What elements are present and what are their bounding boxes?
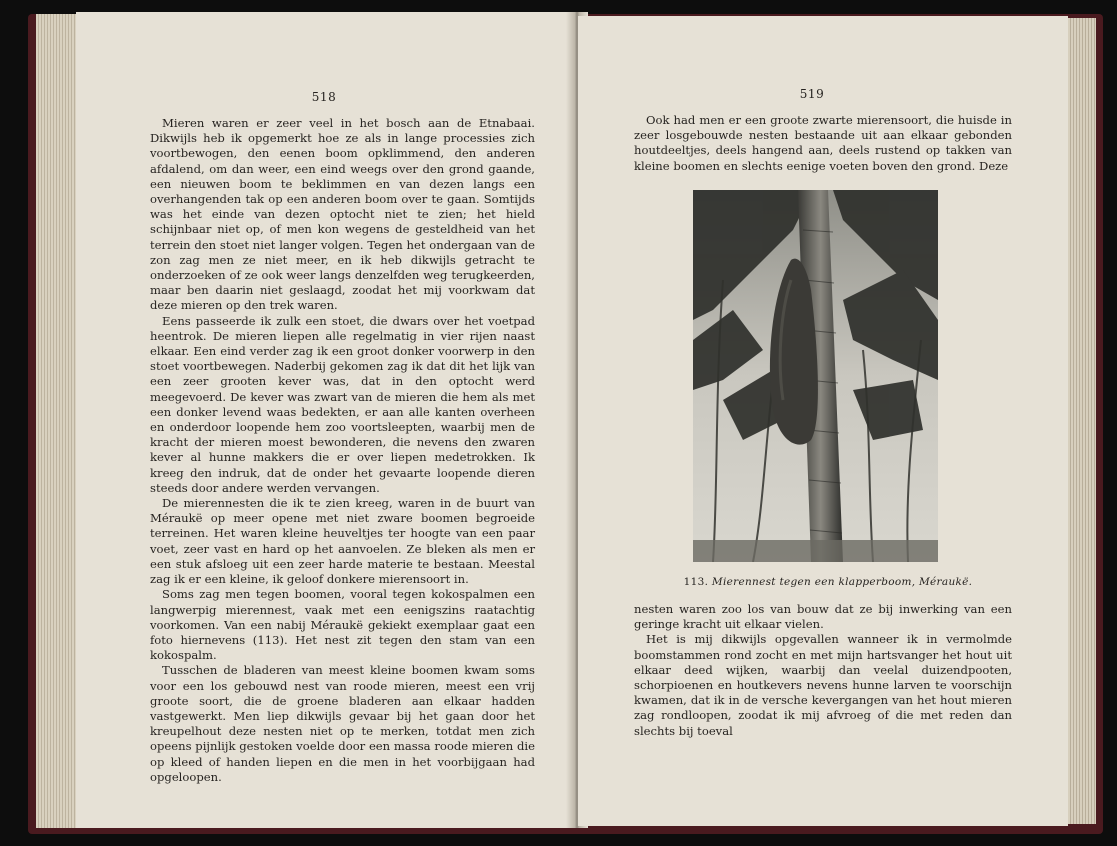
paragraph: Mieren waren er zeer veel in het bosch aan de Etnabaai. Dikwijls heb ik opgemerkt hoe ze als in lange processies zich voortbewogen, den eenen boom opklimmend, den anderen afdalend, om dan weer, een eind weegs over den grond gaande, een nieuwen boom te beklimmen en van dezen langs een overhangenden tak op een anderen boom over te gaan. Somtijds was het einde van dezen optocht niet te zien; het hield schijnbaar niet op, of men kon wegens de gesteldheid van het terrein den stoet niet langer volgen. Tegen het ondergaan van de zon zag men ze niet meer, en ik heb dikwijls getracht te onderzoeken of ze ook weer langs denzelfden weg terugkeerden, maar ben daarin niet geslaagd, zoodat het mij voorkwam dat deze mieren op den trek waren.	[150, 116, 535, 313]
figure-caption	[638, 576, 1018, 588]
palm-tree-photo-illustration	[693, 190, 938, 562]
left-page	[76, 12, 575, 828]
paragraph: Eens passeerde ik zulk een stoet, die dwars over het voetpad heentrok. De mieren liepen alle regelmatig in vier rijen naast elkaar. Een eind verder zag ik een groot donker voorwerp in den stoet voortbewegen. Naderbij gekomen zag ik dat dit het lijk van een zeer grooten kever was, dat in den optocht werd meegevoerd. De kever was zwart van de mieren die hem als met een donker levend waas bedekten, er aan alle kanten overheen en onderdoor loopende hem zoo voortsleepten, waarbij men de kracht der mieren moest bewonderen, die nevens den zwaren kever al hunne makkers die er over liepen medetrokken. Ik kreeg den indruk, dat de onder het gevaarte loopende dieren steeds door andere werden vervangen.	[150, 313, 535, 495]
left-page-number: 518	[311, 90, 337, 104]
left-page-body	[150, 116, 535, 785]
right-page	[578, 16, 1068, 826]
paragraph: Soms zag men tegen boomen, vooral tegen kokospalmen een langwerpig mierennest, vaak met een eenigszins raatachtig voorkomen. Van een nabij Méraukë gekiekt exemplaar gaat een foto hiernevens (113). Het nest zit tegen den stam van een kokospalm.	[150, 587, 535, 663]
paragraph: Het is mij dikwijls opgevallen wanneer ik in vermolmde boomstammen rond zocht en met mijn hartsvanger het hout uit elkaar deed wijken, waarbij dan veelal duizendpooten, schorpioenen en houtkevers nevens hunne larven te voorschijn kwamen, dat ik in de versche kevergangen van het hout mieren zag rondloopen, zoodat ik mij afvroeg of die met reden dan slechts bij toeval	[634, 632, 1012, 738]
right-page-body-top	[634, 113, 1012, 174]
paragraph: Ook had men er een groote zwarte mierensoort, die huisde in zeer losgebouwde nesten bestaande uit aan elkaar gebonden houtdeeltjes, deels hangend aan, deels rustend op takken van kleine boomen en slechts eenige voeten boven den grond. Deze	[634, 113, 1012, 173]
right-page-number: 519	[799, 87, 825, 101]
right-page-body-bottom	[634, 602, 1012, 739]
paragraph: De mierennesten die ik te zien kreeg, waren in de buurt van Méraukë op meer opene met niet zware boomen begroeide terreinen. Het waren kleine heuveltjes ter hoogte van een paar voet, zeer vast en hard op het aanvoelen. Ze bleken als men er een stuk afsloeg uit een zeer harde materie te bestaan. Meestal zag ik er een kleine, ik geloof donkere mierensoort in.	[150, 496, 535, 587]
paragraph: Tusschen de bladeren van meest kleine boomen kwam soms voor een los gebouwd nest van roode mieren, meest een vrij groote soort, die de groene bladeren aan elkaar hadden vastgewerkt. Men liep dikwijls gevaar bij het gaan door het kreupelhout deze nesten niet op te merken, totdat men zich opeens pijnlijk gestoken voelde door een massa roode mieren die op kleed of handen liepen en die men in het voorbijgaan had opgeloopen.	[150, 663, 535, 784]
figure-photo	[693, 190, 938, 562]
page-edges-left	[36, 14, 78, 828]
page-edges-right	[1068, 18, 1096, 824]
paragraph: nesten waren zoo los van bouw dat ze bij inwerking van een geringe kracht uit elkaar vielen.	[634, 602, 1012, 632]
figure-caption-text: Mierennest tegen een klapperboom, Méraukë.	[711, 576, 973, 588]
figure-number: 113.	[683, 576, 709, 588]
